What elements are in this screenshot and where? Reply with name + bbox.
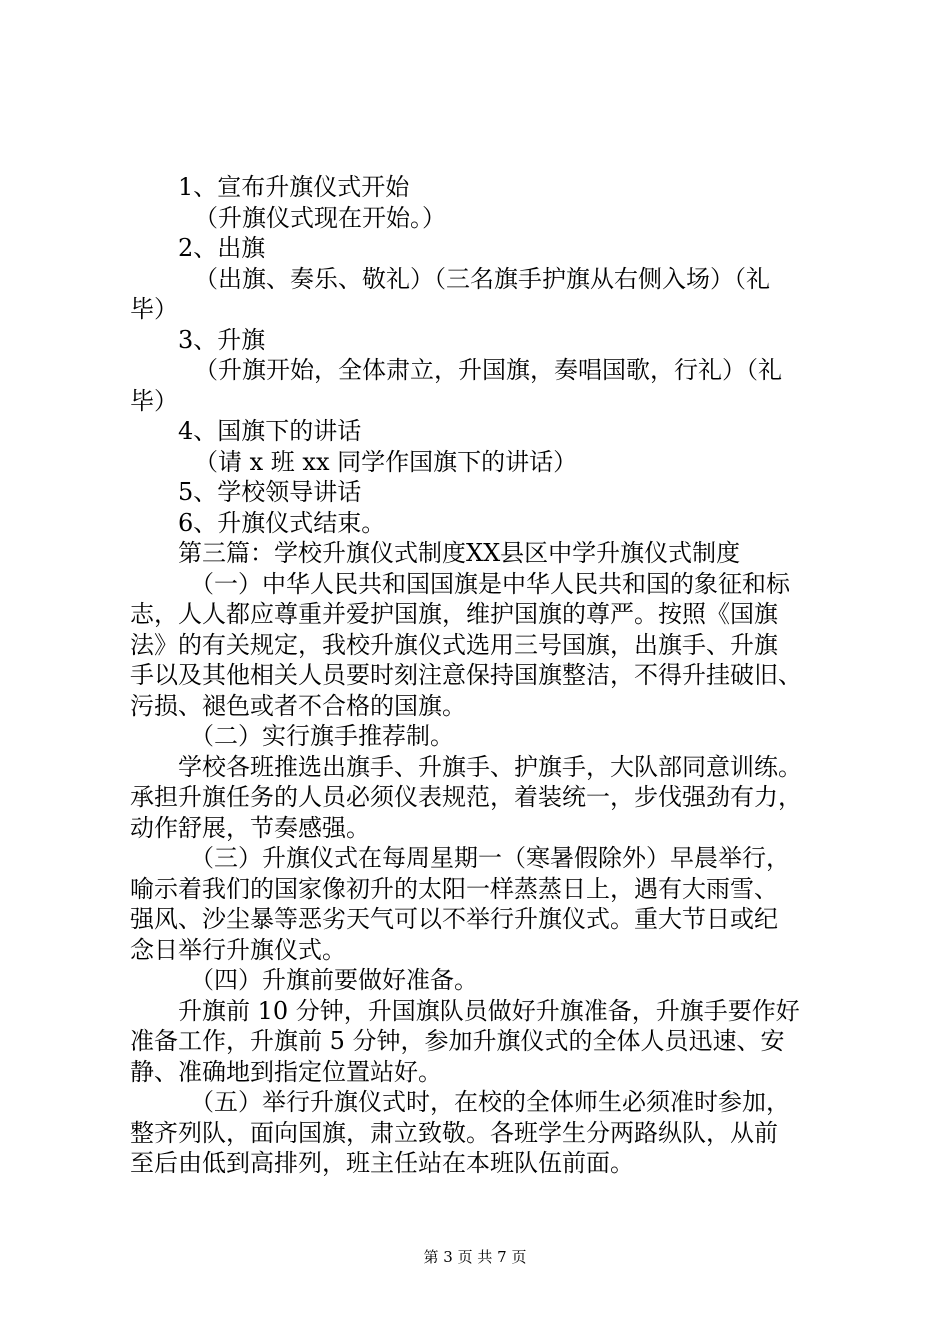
text-line: （出旗、奏乐、敬礼）（三名旗手护旗从右侧入场）（礼	[194, 264, 770, 293]
page-number-footer: 第 3 页 共 7 页	[423, 1248, 527, 1266]
text-line: （升旗仪式现在开始。）	[194, 203, 446, 232]
text-line: 毕）	[130, 386, 178, 415]
text-line: （五）举行升旗仪式时，在校的全体师生必须准时参加，	[190, 1088, 790, 1116]
text-line: 法》的有关规定，我校升旗仪式选用三号国旗，出旗手、升旗	[130, 630, 778, 659]
text-line: 毕）	[130, 295, 178, 323]
text-line: （二）实行旗手推荐制。	[190, 722, 454, 750]
text-line: 4、国旗下的讲话	[178, 417, 362, 445]
text-line: 手以及其他相关人员要时刻注意保持国旗整洁，不得升挂破旧、	[130, 661, 802, 689]
text-line: 喻示着我们的国家像初升的太阳一样蒸蒸日上，遇有大雨雪、	[130, 874, 778, 903]
text-line: 6、升旗仪式结束。	[178, 508, 386, 537]
text-line: 至后由低到高排列，班主任站在本班队伍前面。	[130, 1149, 634, 1177]
text-line: 动作舒展，节奏感强。	[130, 813, 370, 842]
text-line: 静、准确地到指定位置站好。	[130, 1057, 442, 1086]
text-line: 念日举行升旗仪式。	[130, 935, 346, 964]
text-line: 5、学校领导讲话	[178, 478, 362, 506]
text-line: 3、升旗	[178, 325, 266, 354]
text-line: 升旗前 10 分钟，升国旗队员做好升旗准备，升旗手要作好	[178, 996, 800, 1025]
text-line: 学校各班推选出旗手、升旗手、护旗手，大队部同意训练。	[178, 752, 802, 781]
text-line: 强风、沙尘暴等恶劣天气可以不举行升旗仪式。重大节日或纪	[130, 905, 778, 933]
text-line: （三）升旗仪式在每周星期一（寒暑假除外）早晨举行，	[190, 844, 790, 872]
text-line: （一）中华人民共和国国旗是中华人民共和国的象征和标	[190, 569, 790, 598]
text-line: 污损、褪色或者不合格的国旗。	[130, 691, 466, 720]
text-line: （请 x 班 xx 同学作国旗下的讲话）	[194, 447, 578, 476]
text-line: （四）升旗前要做好准备。	[190, 966, 478, 994]
text-line: （升旗开始，全体肃立，升国旗，奏唱国歌，行礼）（礼	[194, 356, 782, 384]
text-line: 2、出旗	[178, 234, 266, 262]
text-line: 承担升旗任务的人员必须仪表规范，着装统一，步伐强劲有力，	[130, 783, 802, 811]
document-body	[130, 172, 830, 1179]
section-heading: 第三篇：学校升旗仪式制度XX县区中学升旗仪式制度	[178, 539, 741, 567]
text-line: 整齐列队，面向国旗，肃立致敬。各班学生分两路纵队，从前	[130, 1118, 778, 1147]
text-line: 志，人人都应尊重并爱护国旗，维护国旗的尊严。按照《国旗	[130, 600, 778, 628]
text-line: 准备工作，升旗前 5 分钟，参加升旗仪式的全体人员迅速、安	[130, 1027, 785, 1055]
text-line: 1、宣布升旗仪式开始	[178, 173, 410, 201]
